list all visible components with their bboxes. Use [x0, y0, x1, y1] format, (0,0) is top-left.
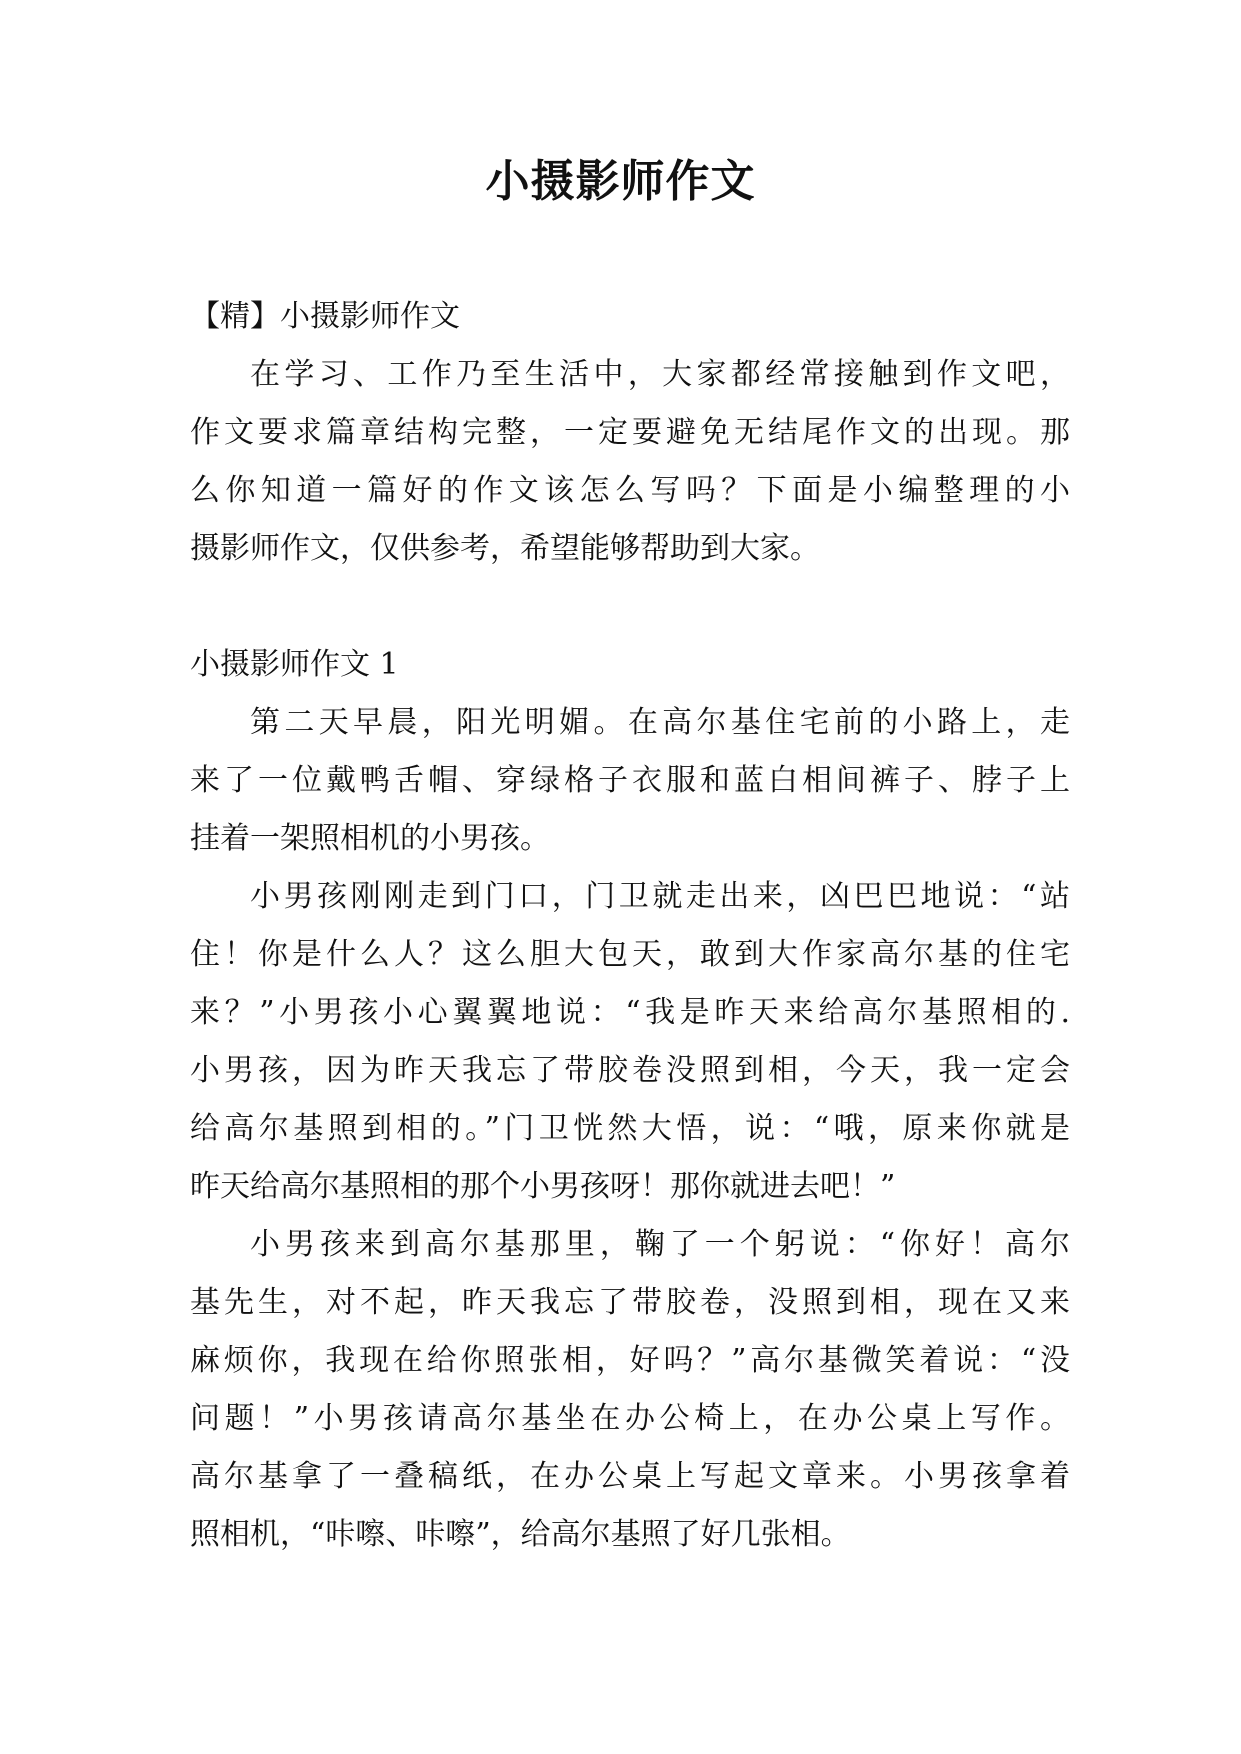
paragraph-line: 照相机，“咔嚓、咔嚓”，给高尔基照了好几张相。 [190, 1517, 851, 1552]
paragraph-line: 问题！”小男孩请高尔基坐在办公椅上，在办公桌上写作。 [190, 1401, 1070, 1436]
intro-line: 摄影师作文，仅供参考，希望能够帮助到大家。 [190, 531, 820, 566]
intro-line: 在学习、工作乃至生活中，大家都经常接触到作文吧， [250, 357, 1070, 392]
paragraph-line: 住！你是什么人？这么胆大包天，敢到大作家高尔基的住宅 [190, 937, 1070, 972]
paragraph-line: 挂着一架照相机的小男孩。 [190, 821, 550, 856]
section-spacer [190, 578, 1070, 636]
document-subtitle: 【精】小摄影师作文 [190, 299, 460, 334]
body-paragraph [190, 868, 1070, 1216]
intro-paragraph [190, 346, 1070, 578]
paragraph-line: 第二天早晨，阳光明媚。在高尔基住宅前的小路上，走 [250, 705, 1070, 740]
document-title: 小摄影师作文 [485, 156, 756, 207]
document-body [190, 288, 1070, 1564]
body-paragraph [190, 694, 1070, 868]
paragraph-line: 麻烦你，我现在给你照张相，好吗？”高尔基微笑着说：“没 [190, 1343, 1070, 1378]
paragraph-line: 小男孩刚刚走到门口，门卫就走出来，凶巴巴地说：“站 [250, 879, 1070, 914]
paragraph-line: 小男孩，因为昨天我忘了带胶卷没照到相，今天，我一定会 [190, 1053, 1070, 1088]
intro-line: 作文要求篇章结构完整，一定要避免无结尾作文的出现。那 [190, 415, 1070, 450]
paragraph-line: 来？”小男孩小心翼翼地说：“我是昨天来给高尔基照相的. [190, 995, 1070, 1030]
paragraph-line: 来了一位戴鸭舌帽、穿绿格子衣服和蓝白相间裤子、脖子上 [190, 763, 1070, 798]
paragraph-line: 小男孩来到高尔基那里，鞠了一个躬说：“你好！高尔 [250, 1227, 1070, 1262]
paragraph-line: 高尔基拿了一叠稿纸，在办公桌上写起文章来。小男孩拿着 [190, 1459, 1070, 1494]
paragraph-line: 基先生，对不起，昨天我忘了带胶卷，没照到相，现在又来 [190, 1285, 1070, 1320]
paragraph-line: 昨天给高尔基照相的那个小男孩呀！那你就进去吧！” [190, 1169, 896, 1204]
intro-line: 么你知道一篇好的作文该怎么写吗？下面是小编整理的小 [190, 473, 1070, 508]
paragraph-line: 给高尔基照到相的。”门卫恍然大悟，说：“哦，原来你就是 [190, 1111, 1070, 1146]
body-paragraph [190, 1216, 1070, 1564]
section-heading: 小摄影师作文 1 [190, 647, 399, 682]
